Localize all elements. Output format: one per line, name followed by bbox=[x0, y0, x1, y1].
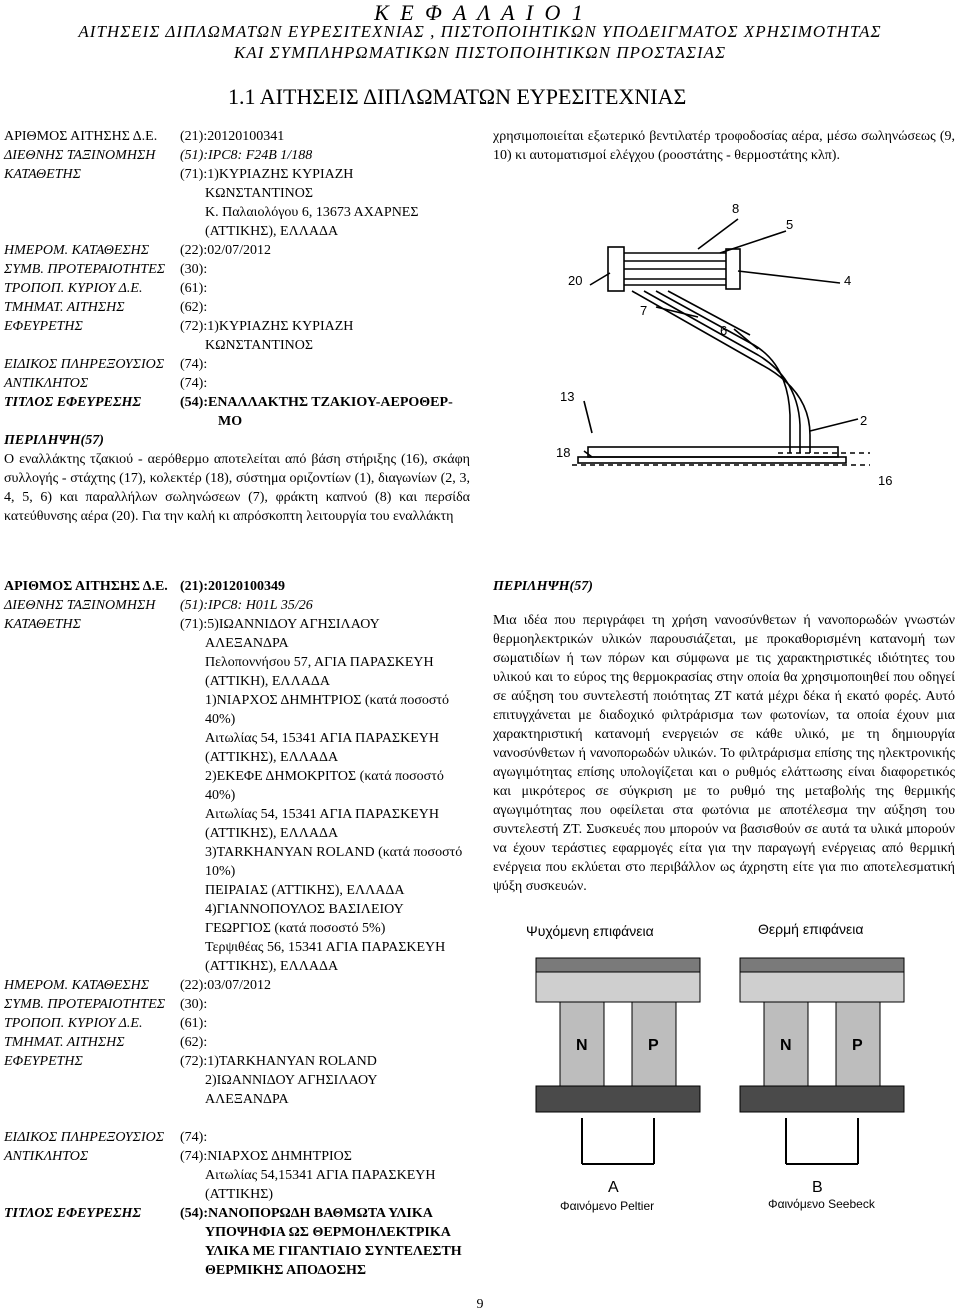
value-applicant-line: 40%) bbox=[205, 788, 236, 803]
label-inventor: ΕΦΕΥΡΕΤΗΣ bbox=[4, 1054, 83, 1069]
label-applicant: ΚΑΤΑΘΕΤΗΣ bbox=[4, 167, 81, 182]
page-number: 9 bbox=[476, 1297, 484, 1312]
label-classification: ΔΙΕΘΝΗΣ ΤΑΞΙΝΟΜΗΣΗ bbox=[4, 598, 156, 613]
value-applicant-line: Αιτωλίας 54, 15341 ΑΓΙΑ ΠΑΡΑΣΚΕΥΗ bbox=[205, 807, 439, 822]
value-divisional: (62): bbox=[180, 1035, 208, 1050]
fig-label: 13 bbox=[560, 389, 575, 404]
label-divisional: ΤΜΗΜΑΤ. ΑΙΤΗΣΗΣ bbox=[4, 1035, 125, 1050]
value-application-number: (21):20120100341 bbox=[180, 129, 285, 144]
thermoelectric-diagram bbox=[520, 918, 920, 1214]
exchanger-flange bbox=[608, 247, 624, 291]
chapter-subtitle-1: ΑΙΤΗΣΕΙΣ ΔΙΠΛΩΜΑΤΩΝ ΕΥΡΕΣΙΤΕΧΝΙΑΣ , ΠΙΣΤΟΠΟΙΗΤΙΚΩΝ ΥΠΟΔΕΙΓΜΑΤΟΣ ΧΡΗΣΙΜΟΤΗΤΑΣ bbox=[78, 22, 882, 41]
label-representative: ΑΝΤΙΚΛΗΤΟΣ bbox=[4, 376, 89, 391]
chapter-subtitle-2: ΚΑΙ ΣΥΜΠΛΗΡΩΜΑΤΙΚΩΝ ΠΙΣΤΟΠΟΙΗΤΙΚΩΝ ΠΡΟΣΤΑΣΙΑΣ bbox=[233, 43, 727, 62]
abstract-text: Μια ιδέα που περιγράφει τη χρήση νανοσύνθετων ή νανοπορωδών γνωστών θερμοηλεκτρικών υλικών παρουσιάζεται, με προκαθορισμένη κατανομή των σωματιδίων ή των πόρων και σύμφωνα με τις χαρακτηριστικές ιδιότητες του υλικού και το εύρος της θερμοκρασίας στην οποία θα χρησιμοποιηθεί που οδηγεί σε αύξηση του συντελεστή ποιότητας ΖΤ κατά μέχρι δέκα ή εκατό φορές. Αυτό επιτυγχάνεται με διαδοχικό φιλτράρισμα των φωτονίων, τα οποία έχουν μια χαρακτηριστική κατανομή ενεργειών σε κάθε υλικό, με τη δημιουργία νανοσύνθετων ή νανοπορωδών υλικών. Το φιλτράρισμα επίσης της ηλεκτρονικής αγωγιμότητας επίσης υπολογίζεται και ο ρυθμός ελάττωσης είναι διαφορετικός και μικρότερος σε σύγκριση με το ρυθμό της μεταβολής της θερμικής αγωγιμότητας που οφείλεται στα φωτόνια με αποτέλεσμα την αύξηση του συντελεστή ΖΤ. Συσκευές που μπορούν να βασισθούν σε αυτά τα υλικά μπορούν να έχουν τεράστιες εφαρμογές είτα για την παραγωγή ενέργειας από θερμική ενέργεια που εκλύεται στο περιβάλλον ως άχρηστη είτε για πιο αποτελεσματική ψύξη συσκευών. bbox=[493, 613, 955, 894]
label-modification: ΤΡΟΠΟΠ. ΚΥΡΙΟΥ Δ.Ε. bbox=[4, 1016, 143, 1031]
fig-label: 5 bbox=[786, 217, 794, 232]
panel-b bbox=[740, 958, 904, 1196]
value-applicant-line: (ΑΤΤΙΚΗ), ΕΛΛΑΔΑ bbox=[205, 674, 330, 689]
label-applicant: ΚΑΤΑΘΕΤΗΣ bbox=[4, 617, 81, 632]
value-applicant-line: Αιτωλίας 54, 15341 ΑΓΙΑ ΠΑΡΑΣΚΕΥΗ bbox=[205, 731, 439, 746]
abstract-text: Ο εναλλάκτης τζακιού - αερόθερμο αποτελείται από βάση στήριξης (16), σκάφη συλλογής - στάχτης (17), κολεκτέρ (18), σύστημα οριζοντίων (1), διαγωνίων (2, 3, 4, 5, 6) και παραλλήλων σωληνώσεων (7), φράκτη καπνού (8) και περσίδα κατεύθυνσης αέρα (20). Για την καλή κι απρόσκοπτη λειτουργία του εναλλάκτη bbox=[4, 452, 470, 524]
value-applicant-line: Τερψιθέας 56, 15341 ΑΓΙΑ ΠΑΡΑΣΚΕΥΗ bbox=[205, 940, 446, 955]
value-inventor-line: 2)ΙΩΑΝΝΙΔΟΥ ΑΓΗΣΙΛΑΟΥ bbox=[205, 1073, 378, 1088]
value-applicant-line: (71):1)ΚΥΡΙΑΖΗΣ ΚΥΡΙΑΖΗ bbox=[180, 167, 354, 182]
abstract-label: ΠΕΡΙΛΗΨΗ(57) bbox=[493, 579, 593, 594]
value-priority: (30): bbox=[180, 997, 208, 1012]
value-modification: (61): bbox=[180, 1016, 208, 1031]
value-representative-line: (ΑΤΤΙΚΗΣ) bbox=[205, 1187, 274, 1202]
value-title-line: ΘΕΡΜΙΚΗΣ ΑΠΟΔΟΣΗΣ bbox=[205, 1263, 367, 1278]
value-divisional: (62): bbox=[180, 300, 208, 315]
p-type-label: P bbox=[648, 1037, 659, 1054]
fig-label: 7 bbox=[640, 303, 648, 318]
cold-surface-label: Ψυχόμενη επιφάνεια bbox=[526, 923, 654, 939]
value-applicant-line: 3)TARKHANYAN ROLAND (κατά ποσοστό bbox=[205, 845, 463, 860]
fig-label: 18 bbox=[556, 445, 571, 460]
value-title-line: ΜΟ bbox=[218, 414, 243, 429]
seebeck-caption: Φαινόμενο Seebeck bbox=[768, 1197, 875, 1211]
label-application-number: ΑΡΙΘΜΟΣ ΑΙΤΗΣΗΣ Δ.Ε. bbox=[4, 129, 158, 144]
value-applicant-line: Πελοποννήσου 57, ΑΓΙΑ ΠΑΡΑΣΚΕΥΗ bbox=[205, 655, 434, 670]
value-title-line: (54):ΕΝΑΛΛΑΚΤΗΣ ΤΖΑΚΙΟΥ-ΑΕΡΟΘΕΡ- bbox=[180, 395, 453, 410]
value-inventor-line: ΑΛΕΞΑΝΔΡΑ bbox=[205, 1092, 289, 1107]
value-representative-line: Αιτωλίας 54,15341 ΑΓΙΑ ΠΑΡΑΣΚΕΥΗ bbox=[205, 1168, 436, 1183]
fig-label: 4 bbox=[844, 273, 852, 288]
panel-a bbox=[536, 958, 700, 1196]
value-representative: (74): bbox=[180, 376, 208, 391]
value-applicant-line: ΓΕΩΡΓΙΟΣ (κατά ποσοστό 5%) bbox=[205, 921, 386, 936]
label-application-number: ΑΡΙΘΜΟΣ ΑΙΤΗΣΗΣ Δ.Ε. bbox=[4, 579, 168, 594]
value-applicant-line: Κ. Παλαιολόγου 6, 13673 ΑΧΑΡΝΕΣ bbox=[205, 205, 419, 220]
value-attorney: (74): bbox=[180, 357, 208, 372]
abstract-continuation: χρησιμοποιείται εξωτερικό βεντιλατέρ τροφοδοσίας αέρα, μέσω σωληνώσεως (9, 10) κι αυτοματισμοί ελέγχου (ροοστάτης - θερμοστάτης κλπ). bbox=[493, 129, 955, 163]
value-modification: (61): bbox=[180, 281, 208, 296]
value-attorney: (74): bbox=[180, 1130, 208, 1145]
label-priority: ΣΥΜΒ. ΠΡΟΤΕΡΑΙΟΤΗΤΕΣ bbox=[4, 262, 166, 277]
value-title-line: (54):ΝΑΝΟΠΟΡΩΔΗ ΒΑΘΜΩΤΑ ΥΛΙΚΑ bbox=[180, 1206, 433, 1221]
label-title: ΤΙΤΛΟΣ ΕΦΕΥΡΕΣΗΣ bbox=[4, 395, 142, 410]
value-applicant-line: 2)ΕΚΕΦΕ ΔΗΜΟΚΡΙΤΟΣ (κατά ποσοστό bbox=[205, 769, 444, 784]
value-classification: (51):IPC8: F24B 1/188 bbox=[180, 148, 313, 163]
value-applicant-line: (ΑΤΤΙΚΗΣ), ΕΛΛΑΔΑ bbox=[205, 826, 339, 841]
fig-label: 2 bbox=[860, 413, 868, 428]
p-type-label: P bbox=[852, 1037, 863, 1054]
label-modification: ΤΡΟΠΟΠ. ΚΥΡΙΟΥ Δ.Ε. bbox=[4, 281, 143, 296]
value-applicant-line: (71):5)ΙΩΑΝΝΙΔΟΥ ΑΓΗΣΙΛΑΟΥ bbox=[180, 617, 380, 632]
value-applicant-line: ΠΕΙΡΑΙΑΣ (ΑΤΤΙΚΗΣ), ΕΛΛΑΔΑ bbox=[205, 883, 405, 898]
section-title: 1.1 ΑΙΤΗΣΕΙΣ ΔΙΠΛΩΜΑΤΩΝ ΕΥΡΕΣΙΤΕΧΝΙΑΣ bbox=[228, 84, 687, 109]
value-applicant-line: (ΑΤΤΙΚΗΣ), ΕΛΛΑΔΑ bbox=[205, 224, 339, 239]
value-representative-line: (74):ΝΙΑΡΧΟΣ ΔΗΜΗΤΡΙΟΣ bbox=[180, 1149, 352, 1164]
label-attorney: ΕΙΔΙΚΟΣ ΠΛΗΡΕΞΟΥΣΙΟΣ bbox=[4, 1130, 165, 1145]
value-applicant-line: 10%) bbox=[205, 864, 236, 879]
panel-b-letter: B bbox=[812, 1179, 823, 1196]
value-title-line: ΥΛΙΚΑ ΜΕ ΓΙΓΑΝΤΙΑΙΟ ΣΥΝΤΕΛΕΣΤΗ bbox=[205, 1244, 462, 1259]
hot-surface-label: Θερμή επιφάνεια bbox=[758, 921, 864, 937]
label-filing-date: ΗΜΕΡΟΜ. ΚΑΤΑΘΕΣΗΣ bbox=[4, 978, 150, 993]
value-inventor-line: (72):1)TARKHANYAN ROLAND bbox=[180, 1054, 377, 1069]
value-priority: (30): bbox=[180, 262, 208, 277]
fig-label: 8 bbox=[732, 201, 740, 216]
panel-a-letter: A bbox=[608, 1179, 619, 1196]
peltier-caption: Φαινόμενο Peltier bbox=[560, 1199, 655, 1213]
fig-label: 16 bbox=[878, 473, 893, 488]
value-filing-date: (22):03/07/2012 bbox=[180, 978, 271, 993]
abstract-label: ΠΕΡΙΛΗΨΗ(57) bbox=[4, 433, 104, 448]
n-type-label: N bbox=[780, 1037, 792, 1054]
value-applicant-line: 40%) bbox=[205, 712, 236, 727]
label-divisional: ΤΜΗΜΑΤ. ΑΙΤΗΣΗΣ bbox=[4, 300, 125, 315]
value-title-line: ΥΠΟΨΗΦΙΑ ΩΣ ΘΕΡΜΟΗΛΕΚΤΡΙΚΑ bbox=[205, 1225, 451, 1240]
fig-label: 6 bbox=[720, 323, 728, 338]
n-type-label: N bbox=[576, 1037, 588, 1054]
value-applicant-line: ΑΛΕΞΑΝΔΡΑ bbox=[205, 636, 289, 651]
chapter-heading: Κ Ε Φ Α Λ Α Ι Ο 1 bbox=[374, 0, 586, 25]
label-filing-date: ΗΜΕΡΟΜ. ΚΑΤΑΘΕΣΗΣ bbox=[4, 243, 150, 258]
label-title: ΤΙΤΛΟΣ ΕΦΕΥΡΕΣΗΣ bbox=[4, 1206, 142, 1221]
exchanger-drawing bbox=[548, 195, 908, 495]
fig-label: 20 bbox=[568, 273, 583, 288]
value-inventor-line: (72):1)ΚΥΡΙΑΖΗΣ ΚΥΡΙΑΖΗ bbox=[180, 319, 354, 334]
label-representative: ΑΝΤΙΚΛΗΤΟΣ bbox=[4, 1149, 89, 1164]
value-applicant-line: 1)ΝΙΑΡΧΟΣ ΔΗΜΗΤΡΙΟΣ (κατά ποσοστό bbox=[205, 693, 450, 708]
label-classification: ΔΙΕΘΝΗΣ ΤΑΞΙΝΟΜΗΣΗ bbox=[4, 148, 156, 163]
label-attorney: ΕΙΔΙΚΟΣ ΠΛΗΡΕΞΟΥΣΙΟΣ bbox=[4, 357, 165, 372]
label-priority: ΣΥΜΒ. ΠΡΟΤΕΡΑΙΟΤΗΤΕΣ bbox=[4, 997, 166, 1012]
value-filing-date: (22):02/07/2012 bbox=[180, 243, 271, 258]
value-applicant-line: (ΑΤΤΙΚΗΣ), ΕΛΛΑΔΑ bbox=[205, 959, 339, 974]
value-applicant-line: ΚΩΝΣΤΑΝΤΙΝΟΣ bbox=[205, 186, 314, 201]
value-application-number: (21):20120100349 bbox=[180, 579, 285, 594]
value-applicant-line: (ΑΤΤΙΚΗΣ), ΕΛΛΑΔΑ bbox=[205, 750, 339, 765]
label-inventor: ΕΦΕΥΡΕΤΗΣ bbox=[4, 319, 83, 334]
value-applicant-line: 4)ΓΙΑΝΝΟΠΟΥΛΟΣ ΒΑΣΙΛΕΙΟΥ bbox=[205, 902, 404, 917]
value-classification: (51):IPC8: H01L 35/26 bbox=[180, 598, 313, 613]
value-inventor-line: ΚΩΝΣΤΑΝΤΙΝΟΣ bbox=[205, 338, 314, 353]
